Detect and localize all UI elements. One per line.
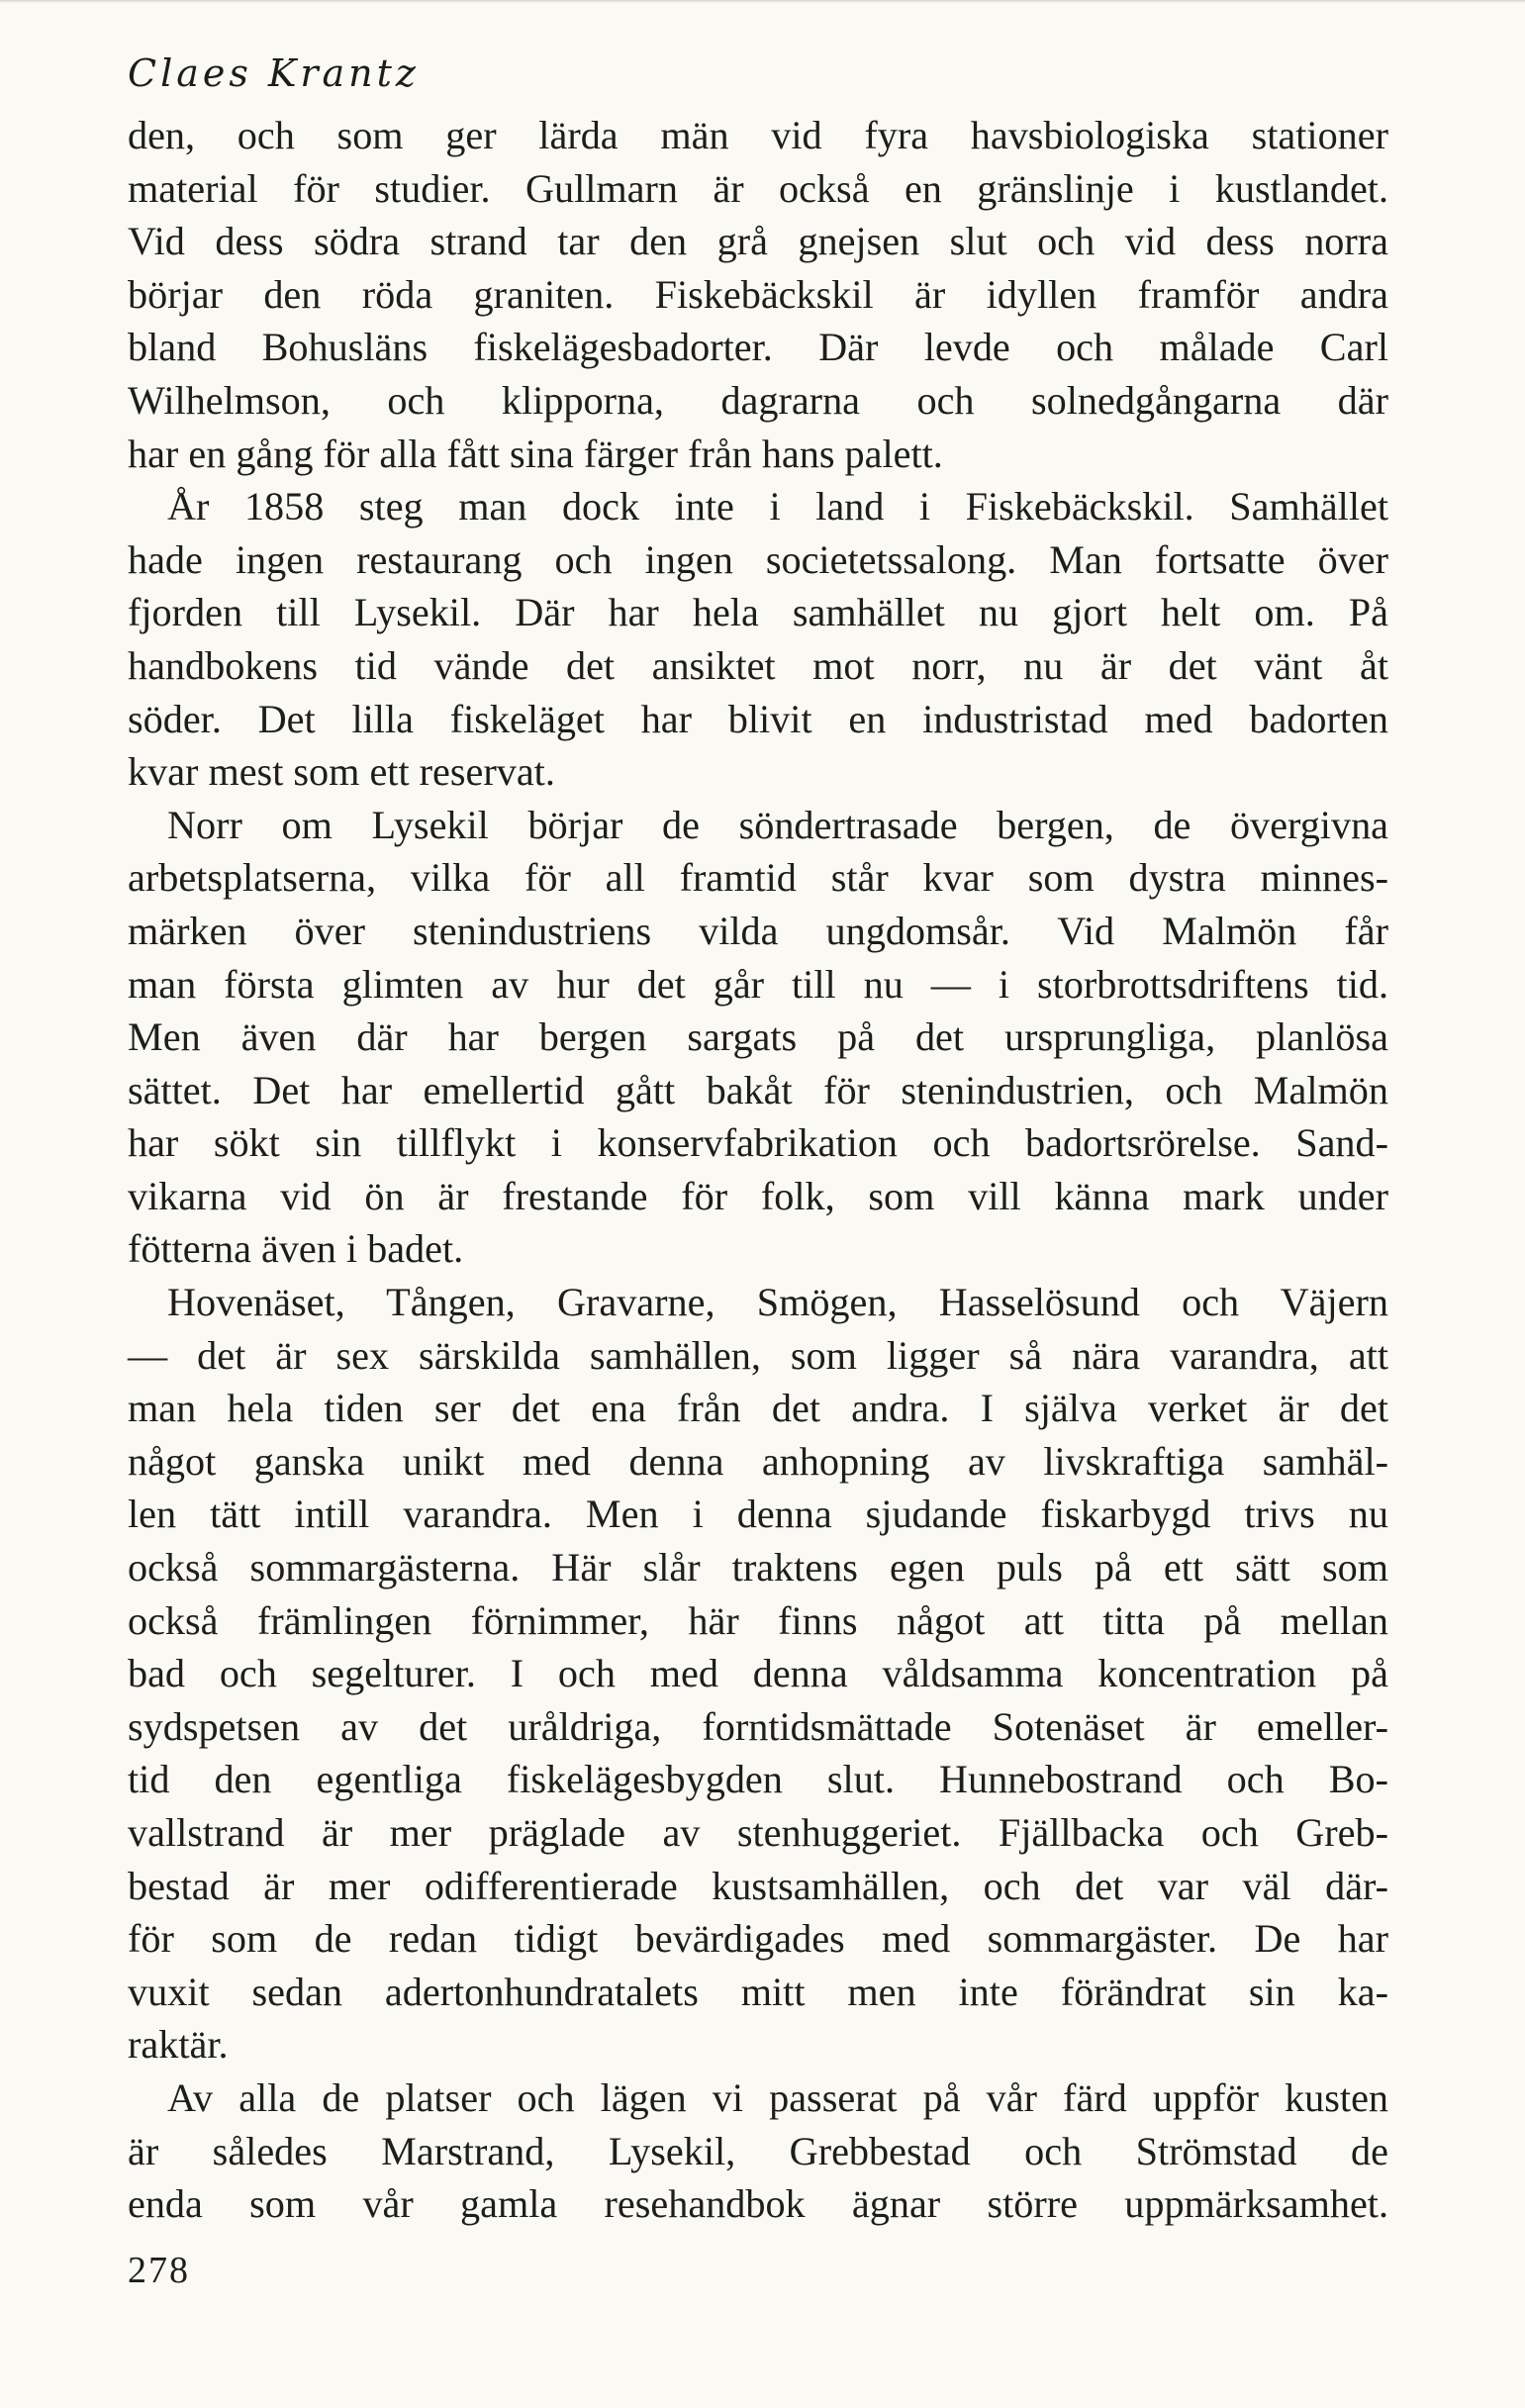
text-line: Norr om Lysekil börjar de söndertrasade bergen, de övergivna [167, 802, 1388, 847]
text-line: söder. Det lilla fiskeläget har blivit en industristad med badorten [128, 696, 1388, 741]
text-line: har en gång för alla fått sina färger från hans palett. [128, 431, 943, 476]
text-line: bestad är mer odifferentierade kustsamhällen, och det var väl där- [128, 1863, 1388, 1908]
text-line: vikarna vid ön är frestande för folk, som vill känna mark under [128, 1173, 1388, 1218]
text-line: också främlingen förnimmer, här finns något att titta på mellan [128, 1597, 1388, 1643]
text-line: vuxit sedan adertonhundratalets mitt men inte förändrat sin ka- [128, 1969, 1388, 2014]
text-line: material för studier. Gullmarn är också en gränslinje i kustlandet. [128, 165, 1388, 211]
text-line: Av alla de platser och lägen vi passerat på vår färd uppför kusten [167, 2074, 1388, 2120]
text-line: handbokens tid vände det ansiktet mot norr, nu är det vänt åt [128, 642, 1388, 688]
text-line: År 1858 steg man dock inte i land i Fiskebäckskil. Samhället [167, 484, 1388, 530]
text-line: enda som vår gamla resehandbok ägnar större uppmärksamhet. [128, 2181, 1388, 2227]
text-line: vallstrand är mer präglade av stenhuggeriet. Fjällbacka och Greb- [128, 1810, 1388, 1855]
text-line: Vid dess södra strand tar den grå gnejsen slut och vid dess norra [128, 219, 1388, 264]
page-top-edge [0, 0, 1525, 3]
text-line: raktär. [128, 2022, 229, 2068]
text-line: också sommargästerna. Här slår traktens egen puls på ett sätt som [128, 1545, 1388, 1590]
text-line: är således Marstrand, Lysekil, Grebbestad och Strömstad de [128, 2128, 1388, 2173]
text-line: sydspetsen av det uråldriga, forntidsmättade Sotenäset är emeller- [128, 1703, 1388, 1749]
text-line: något ganska unikt med denna anhopning av livskraftiga samhäl- [128, 1438, 1388, 1484]
text-line: fötterna även i badet. [128, 1226, 464, 1272]
text-line: man första glimten av hur det går till nu — i storbrottsdriftens tid. [128, 961, 1388, 1007]
text-line: Wilhelmson, och klipporna, dagrarna och solnedgångarna där [128, 377, 1388, 423]
text-line: man hela tiden ser det ena från det andra. I själva verket är det [128, 1386, 1388, 1431]
text-line: hade ingen restaurang och ingen societetssalong. Man fortsatte över [128, 536, 1388, 582]
text-line: för som de redan tidigt bevärdigades med sommargäster. De har [128, 1916, 1388, 1962]
text-line: Hovenäset, Tången, Gravarne, Smögen, Hasselösund och Väjern [167, 1280, 1388, 1325]
text-line: — det är sex särskilda samhällen, som ligger så nära varandra, att [128, 1332, 1388, 1378]
text-line: len tätt intill varandra. Men i denna sjudande fiskarbygd trivs nu [128, 1492, 1388, 1537]
body-text [128, 109, 1388, 2231]
text-line: har sökt sin tillflykt i konservfabrikation och badortsrörelse. Sand- [128, 1120, 1388, 1166]
text-line: den, och som ger lärda män vid fyra havsbiologiska stationer [128, 113, 1388, 157]
text-line: Men även där har bergen sargats på det ursprungliga, planlösa [128, 1014, 1388, 1060]
page-number: 278 [128, 2250, 190, 2291]
text-line: bad och segelturer. I och med denna våldsamma koncentration på [128, 1651, 1388, 1696]
text-line: arbetsplatserna, vilka för all framtid står kvar som dystra minnes- [128, 855, 1388, 901]
text-line: bland Bohusläns fiskelägesbadorter. Där levde och målade Carl [128, 325, 1388, 370]
text-line: märken över stenindustriens vilda ungdomsår. Vid Malmön får [128, 908, 1388, 953]
text-line: kvar mest som ett reservat. [128, 749, 555, 795]
running-header-author: Claes Krantz [128, 51, 420, 95]
text-line: fjorden till Lysekil. Där har hela samhället nu gjort helt om. På [128, 590, 1388, 635]
text-line: tid den egentliga fiskelägesbygden slut. Hunnebostrand och Bo- [128, 1757, 1388, 1802]
text-line: börjar den röda graniten. Fiskebäckskil är idyllen framför andra [128, 271, 1388, 317]
text-line: sättet. Det har emellertid gått bakåt för stenindustrien, och Malmön [128, 1067, 1388, 1112]
